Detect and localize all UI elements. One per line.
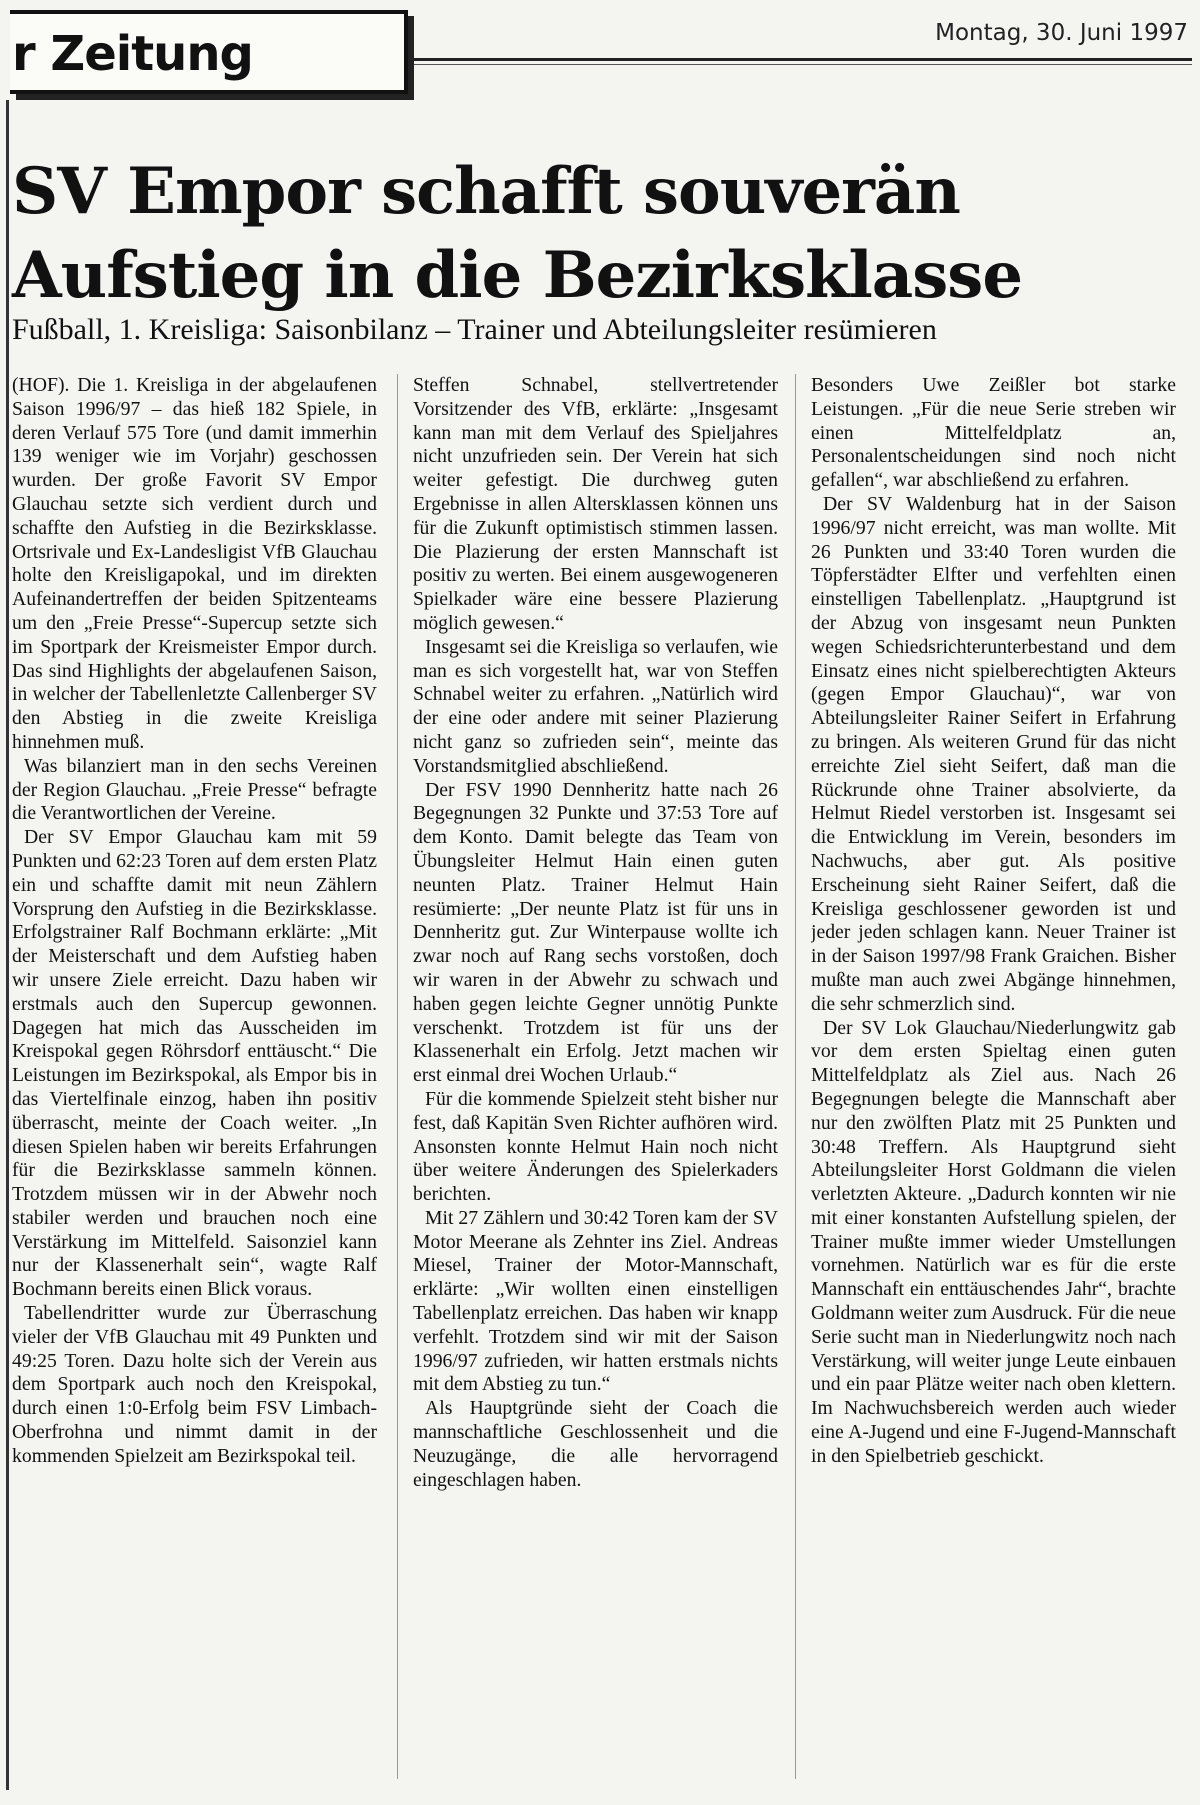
paragraph: Der FSV 1990 Dennheritz hatte nach 26 Begegnungen 32 Punkte und 37:53 Tore auf dem Konto. Damit belegte das Team von Übungsleiter Helmut Hain einen guten neunten Platz. Trainer Helmut Hain resümierte: „Der neunte Platz ist für uns in Dennheritz gut. Zur Winterpause wollte ich zwar noch auf Rang sechs vorstoßen, doch wir waren in der Abwehr zu schwach und haben gegen leichte Gegner unnötig Punkte verschenkt. Trotzdem ist für uns der Klassenerhalt ein Erfolg. Jetzt machen wir erst einmal drei Wochen Urlaub.“	[413, 778, 778, 1087]
paragraph: Besonders Uwe Zeißler bot starke Leistungen. „Für die neue Serie streben wir einen Mittelfeldplatz an, Personalentscheidungen sind noch nicht gefallen“, war abschließend zu erfahren.	[811, 374, 1176, 492]
paragraph: Der SV Waldenburg hat in der Saison 1996/97 nicht erreicht, was man wollte. Mit 26 Punkten und 33:40 Toren wurden die Töpferstädter Elfter und verfehlten einen einstelligen Tabellenplatz. „Hauptgrund ist der Abzug von insgesamt neun Punkten wegen Schiedsrichterunterbestand und dem Einsatz eines nicht spielberechtigten Akteurs (gegen Empor Glauchau)“, war von Abteilungsleiter Rainer Seifert in Erfahrung zu bringen. Als weiteren Grund für das nicht erreichte Ziel sieht Seifert, daß man die Rückrunde ohne Trainer absolvierte, da Helmut Riedel verstorben ist. Insgesamt sei die Entwicklung im Verein, besonders im Nachwuchs, aber gut. Als positive Erscheinung sieht Rainer Seifert, daß die Kreisliga geschlossener geworden ist und jeder jeden schlagen kann. Neuer Trainer ist in der Saison 1997/98 Frank Graichen. Bisher mußte man auch zwei Abgänge hinnehmen, die sehr schmerzlich sind.	[811, 492, 1176, 1015]
paragraph: Mit 27 Zählern und 30:42 Toren kam der SV Motor Meerane als Zehnter ins Ziel. Andreas Miesel, Trainer der Motor-Mannschaft, erklärte: „Wir wollten einen einstelligen Tabellenplatz erreichen. Das haben wir knapp verfehlt. Trotzdem sind wir mit der Saison 1996/97 zufrieden, wir hatten erstmals nichts mit dem Abstieg zu tun.“	[413, 1206, 778, 1396]
issue-date: Montag, 30. Juni 1997	[935, 20, 1188, 46]
column-divider	[795, 374, 796, 1779]
paragraph: Der SV Lok Glauchau/Niederlungwitz gab vor dem ersten Spieltag einen guten Mittelfeldplatz als Ziel aus. Nach 26 Begegnungen belegte die Mannschaft aber nur den zwölften Platz mit 25 Punkten und 30:48 Treffern. Als Hauptgrund sieht Abteilungsleiter Horst Goldmann die vielen verletzten Akteure. „Dadurch konnten wir nie mit einer konstanten Aufstellung spielen, der Trainer mußte immer wieder Umstellungen vornehmen. Natürlich war es für die erste Mannschaft ein enttäuschendes Jahr“, brachte Goldmann weiter zum Ausdruck. Für die neue Serie sucht man in Niederlungwitz noch nach Verstärkung, will weiter junge Leute einbauen und ein paar Plätze weiter nach oben klettern. Im Nachwuchsbereich werden auch wieder eine A-Jugend und eine F-Jugend-Mannschaft in den Spielbetrieb geschickt.	[811, 1016, 1176, 1467]
paragraph: Was bilanziert man in den sechs Vereinen der Region Glauchau. „Freie Presse“ befragte die Verantwortlichen der Vereine.	[12, 754, 377, 825]
left-margin-rule	[6, 100, 9, 1790]
article-column-2	[413, 374, 778, 1779]
article-column-1	[12, 374, 377, 1779]
masthead-box	[10, 10, 408, 94]
header-rule	[414, 58, 1192, 61]
paragraph: Steffen Schnabel, stellvertretender Vorsitzender des VfB, erklärte: „Insgesamt kann man mit dem Verlauf des Spieljahres nicht unzufrieden sein. Der Verein hat sich weiter gefestigt. Die durchweg guten Ergebnisse in allen Altersklassen können uns für die Zukunft optimistisch stimmen lassen. Die Plazierung der ersten Mannschaft ist positiv zu werten. Bei einem ausgewogeneren Spielkader wäre eine bessere Plazierung möglich gewesen.“	[413, 374, 778, 634]
paragraph: Insgesamt sei die Kreisliga so verlaufen, wie man es sich vorgestellt hat, war von Steffen Schnabel weiter zu erfahren. „Natürlich wird der eine oder andere mit seiner Plazierung nicht ganz so zufrieden sein“, meinte das Vorstandsmitglied abschließend.	[413, 635, 778, 777]
article-column-3	[811, 374, 1176, 1779]
article-headline: SV Empor schafft souverän Aufstieg in die Bezirksklasse	[12, 154, 1023, 313]
column-divider	[397, 374, 398, 1779]
paragraph: (HOF). Die 1. Kreisliga in der abgelaufenen Saison 1996/97 – das hieß 182 Spiele, in deren Verlauf 575 Tore (und damit immerhin 139 weniger wie im Vorjahr) geschossen wurden. Der große Favorit SV Empor Glauchau setzte sich verdient durch und schaffte den Aufstieg in die Bezirksklasse. Ortsrivale und Ex-Landesligist VfB Glauchau holte den Kreisligapokal, und im direkten Aufeinandertreffen der beiden Spitzenteams um den „Freie Presse“-Supercup setzte sich im Sportpark der Kreismeister Empor durch. Das sind Highlights der abgelaufenen Saison, in welcher der Tabellenletzte Callenberger SV den Abstieg in die zweite Kreisliga hinnehmen muß.	[12, 374, 377, 753]
header-rule-thin	[414, 64, 1192, 65]
paragraph: Tabellendritter wurde zur Überraschung vieler der VfB Glauchau mit 49 Punkten und 49:25 Toren. Dazu holte sich der Verein aus dem Sportpark auch noch den Kreispokal, durch einen 1:0-Erfolg beim FSV Limbach-Oberfrohna und nimmt damit in der kommenden Spielzeit am Bezirkspokal teil.	[12, 1302, 377, 1467]
article-subhead: Fußball, 1. Kreisliga: Saisonbilanz – Trainer und Abteilungsleiter resümieren	[12, 313, 937, 346]
newspaper-title: r Zeitung	[12, 26, 253, 82]
paragraph: Der SV Empor Glauchau kam mit 59 Punkten und 62:23 Toren auf dem ersten Platz ein und schaffte damit mit neun Zählern Vorsprung den Aufstieg in die Bezirksklasse. Erfolgstrainer Ralf Bochmann erklärte: „Mit der Meisterschaft und dem Aufstieg haben wir unsere Ziele erreicht. Dazu haben wir erstmals auch den Supercup gewonnen. Dagegen hat mich das Ausscheiden im Kreispokal gegen Röhrsdorf enttäuscht.“ Die Leistungen im Bezirkspokal, als Empor bis in das Viertelfinale einzog, haben ihn positiv überrascht, meinte der Coach weiter. „In diesen Spielen haben wir bereits Erfahrungen für die Bezirksklasse sammeln können. Trotzdem müssen wir in der Abwehr noch stabiler werden und brauchen noch eine Verstärkung im Mittelfeld. Saisonziel kann nur der Klassenerhalt sein“, wagte Ralf Bochmann bereits einen Blick voraus.	[12, 826, 377, 1301]
paragraph: Als Hauptgründe sieht der Coach die mannschaftliche Geschlossenheit und die Neuzugänge, die alle hervorragend eingeschlagen haben.	[413, 1397, 778, 1491]
paragraph: Für die kommende Spielzeit steht bisher nur fest, daß Kapitän Sven Richter aufhören wird. Ansonsten konnte Helmut Hain noch nicht über weitere Änderungen des Spielerkaders berichten.	[413, 1087, 778, 1206]
